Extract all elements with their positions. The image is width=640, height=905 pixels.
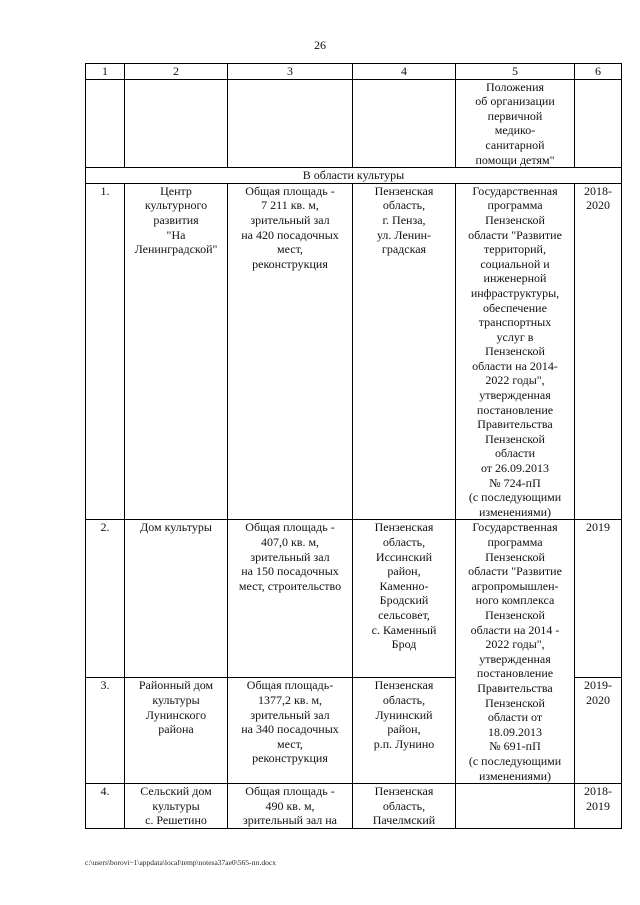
- program-cell: Государственная программа Пензенской области "Развитие агропромышлен- ного комплекса Пензенской области на 2014 - 2022 годы", утвержденная постановление Правительства Пензенской области от 18.09.2013 № 691-пП (с последующими изменениями): [456, 520, 575, 784]
- table-row-carryover: [86, 79, 622, 168]
- object-name: Дом культуры: [125, 520, 228, 678]
- section-title-row: [86, 168, 622, 184]
- column-header: 4: [353, 64, 456, 80]
- column-header: 5: [456, 64, 575, 80]
- table-cell: [86, 79, 125, 168]
- object-name: Сельский дом культуры с. Решетино: [125, 784, 228, 829]
- row-number: 2.: [86, 520, 125, 678]
- column-header: 3: [228, 64, 353, 80]
- years-cell: 2019: [575, 520, 622, 678]
- object-description: Общая площадь - 407,0 кв. м, зрительный зал на 150 посадочных мест, строительство: [228, 520, 353, 678]
- row-number: 3.: [86, 678, 125, 784]
- table-cell: [125, 79, 228, 168]
- program-cell: [456, 784, 575, 829]
- column-header: 1: [86, 64, 125, 80]
- years-cell: 2019- 2020: [575, 678, 622, 784]
- file-path-footer: c:\users\borovi~1\appdata\local\temp\notesa37ae0\565-пп.docx: [85, 858, 276, 867]
- column-header: 6: [575, 64, 622, 80]
- object-name: Районный дом культуры Лунинского района: [125, 678, 228, 784]
- table-cell: [575, 79, 622, 168]
- table-cell: [228, 79, 353, 168]
- object-description: Общая площадь - 7 211 кв. м, зрительный зал на 420 посадочных мест, реконструкция: [228, 183, 353, 520]
- object-location: Пензенская область, Пачелмский: [353, 784, 456, 829]
- row-number: 4.: [86, 784, 125, 829]
- object-location: Пензенская область, Иссинский район, Каменно- Бродский сельсовет, с. Каменный Брод: [353, 520, 456, 678]
- table-header-row: [86, 64, 622, 80]
- table-row: [86, 520, 622, 678]
- years-cell: 2018- 2020: [575, 183, 622, 520]
- section-title: В области культуры: [86, 168, 622, 184]
- data-table: [85, 63, 622, 829]
- object-name: Центр культурного развития "На Ленинградской": [125, 183, 228, 520]
- years-cell: 2018- 2019: [575, 784, 622, 829]
- table-row: [86, 183, 622, 520]
- page-number: 26: [314, 38, 326, 52]
- object-description: Общая площадь- 1377,2 кв. м, зрительный зал на 340 посадочных мест, реконструкция: [228, 678, 353, 784]
- object-location: Пензенская область, г. Пенза, ул. Ленин- градская: [353, 183, 456, 520]
- carryover-text-cell: Положения об организации первичной медико- санитарной помощи детям": [456, 79, 575, 168]
- row-number: 1.: [86, 183, 125, 520]
- object-description: Общая площадь - 490 кв. м, зрительный зал на: [228, 784, 353, 829]
- program-cell: Государственная программа Пензенской области "Развитие территорий, социальной и инженерной инфраструктуры, обеспечение транспортных услуг в Пензенской области на 2014- 2022 годы", утвержденная постановление Правительства Пензенской области от 26.09.2013 № 724-пП (с последующими изменениями): [456, 183, 575, 520]
- table-row: [86, 784, 622, 829]
- table-cell: [353, 79, 456, 168]
- column-header: 2: [125, 64, 228, 80]
- object-location: Пензенская область, Лунинский район, р.п. Лунино: [353, 678, 456, 784]
